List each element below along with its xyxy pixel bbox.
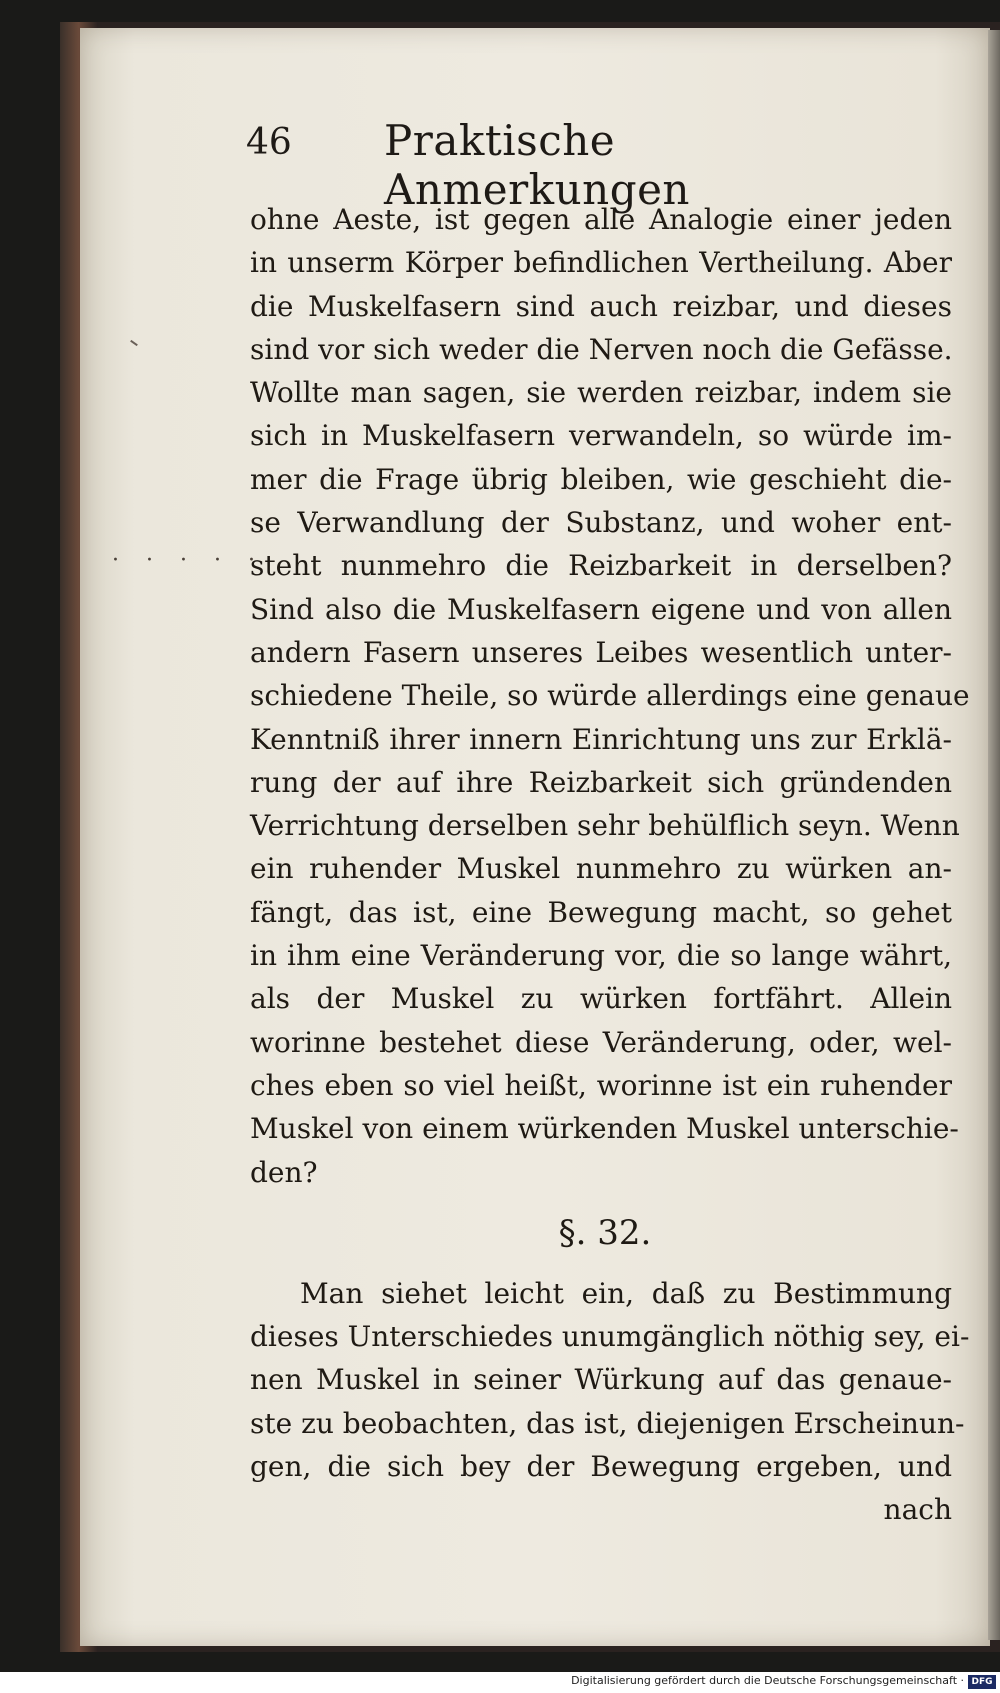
text-line: schiedene Theile, so würde allerdings eine genaue [250,679,970,713]
footer-credit: Digitalisierung gefördert durch die Deutsche Forschungsgemeinschaft · [571,1674,964,1687]
text-line: in ihm eine Veränderung vor, die so lange währt, [250,939,952,973]
page-number: 46 [246,122,292,163]
text-line: nen Muskel in seiner Würkung auf das genaue- [250,1363,952,1397]
text-line: Man siehet leicht ein, daß zu Bestimmung [300,1276,952,1310]
text-line: steht nunmehro die Reizbarkeit in derselben? [250,549,952,583]
text-line: Kenntniß ihrer innern Einrichtung uns zur Erklä- [250,722,952,756]
page-header [246,116,866,214]
text-line: Sind also die Muskelfasern eigene und von allen [250,592,952,626]
text-line: se Verwandlung der Substanz, und woher ent- [250,506,952,540]
page-edge-strip [988,30,1000,1640]
text-line: in unserm Körper befindlichen Vertheilung. Aber [250,246,952,280]
text-line: als der Muskel zu würken fortfährt. Allein [250,982,952,1016]
text-line: ohne Aeste, ist gegen alle Analogie einer jeden [250,203,952,236]
text-line: sich in Muskelfasern verwandeln, so würde im- [250,419,952,453]
section-heading: §. 32. [558,1212,652,1253]
text-line: fängt, das ist, eine Bewegung macht, so gehet [250,895,952,929]
running-title: Praktische Anmerkungen [384,116,690,214]
text-line: worinne bestehet diese Veränderung, oder, wel- [250,1025,952,1059]
text-line: ein ruhender Muskel nunmehro zu würken an- [250,852,952,886]
body-text [250,198,970,1532]
text-line: dieses Unterschiedes unumgänglich nöthig sey, ei- [250,1320,970,1354]
margin-dots: · · · · · [112,548,265,573]
text-line: die Muskelfasern sind auch reizbar, und dieses [250,289,952,323]
text-line: andern Fasern unseres Leibes wesentlich unter- [250,635,952,669]
text-line: mer die Frage übrig bleiben, wie geschieht die- [250,462,952,496]
text-line: ches eben so viel heißt, worinne ist ein ruhender [250,1068,952,1102]
digitization-footer [0,1672,1000,1693]
catchword: nach [883,1493,952,1527]
text-line: Wollte man sagen, sie werden reizbar, indem sie [250,376,952,410]
text-line: rung der auf ihre Reizbarkeit sich gründenden [250,765,952,799]
text-line: sind vor sich weder die Nerven noch die Gefässe. [250,332,953,366]
dfg-logo: DFG [968,1675,996,1689]
text-line: Verrichtung derselben sehr behülflich seyn. Wenn [250,809,960,843]
text-line: ste zu beobachten, das ist, diejenigen Erscheinun- [250,1406,965,1440]
text-line: den? [250,1155,318,1189]
text-line: gen, die sich bey der Bewegung ergeben, und [250,1450,952,1484]
text-line: Muskel von einem würkenden Muskel unterschie- [250,1112,959,1146]
